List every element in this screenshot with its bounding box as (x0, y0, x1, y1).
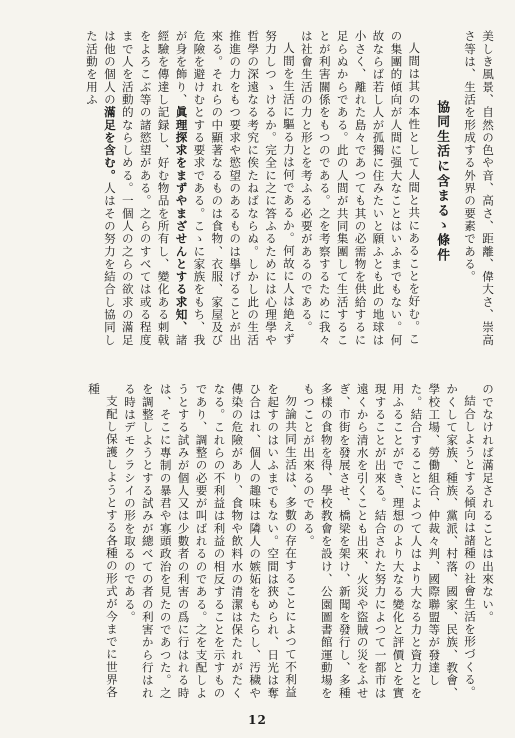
page-number: 12 (248, 713, 267, 727)
paragraph-life-forces (82, 30, 297, 355)
section-heading: 協同生活に含まるゝ條件 (434, 100, 450, 263)
paragraph-life-forces-a: 人間を生活に驅る力は何であるか。何故に人は絶えず努力しつゝけるか。完全に之に答ふるためには心理學や哲學の深遠なる考究に俟たねばならぬ。しかし此の生活推進の力をもつ要求や慾望のあるものは擧げることが出來る。それらの中顯著なるものは食物、衣服、家屋及び危險を避けむとする要求である。こゝに家族をもち、我が身を飾り、 (174, 30, 296, 347)
satisfaction-phrase: 滿足を含む。 (102, 105, 117, 182)
paragraph-control: 支配し保護しようとする各種の形式が今までに世界各種 (87, 383, 119, 699)
paragraph-life-forces-b: 諸經驗を傳達し記録し、好む物品を所有し、變化ある刺戟をよろこぶ等の諸慾望がある。之らのすべては或る程度まで人を活動的ならしめる。一個人の之らの欲求の滿足は他の個人の (102, 30, 189, 347)
truth-seeking-phrase: 眞理探求をまずやまざせんとする求知、 (174, 105, 189, 334)
upper-text-block (30, 30, 496, 355)
lower-text-block (30, 383, 496, 705)
paragraph-continuation: のでなければ滿足されることは出來ない。 (481, 383, 495, 624)
paragraph-human-nature: 人間は其の本性として人間と共にあることを好む。この集團的傾向が人間に强大なことはいふまでもない。何故ならば若し人が孤獨に住みたいと願ふとも此の地球は小さく、離れた島々であつても其の必需物を供給するに足らぬからである。此の人間が共同集團して生活することが利害關係をもつのである。之を考察するために我々は社會生活の力と形とを考ふる必要があるのである。 (299, 30, 422, 347)
paragraph-landscape: 美しき風景、自然の色や音、高さ、距離、偉大さ、崇高さ等は、生活を形成する外界の要素である。 (463, 30, 495, 347)
paragraph-life-forces-c: 人はその努力を結合し協同した活動を用ふ (84, 30, 117, 347)
paragraph-disadvantages: 勿論共同生活は、多數の存在することによつて不利益を起すのはいふまでもない。空間は狹められ、日光は奪ひ合はれ、個人の趣味は隣人の嫉妬をもたらし、汚穢や傳染の危險があり、食物や飲料水の清潔は保たれがたくなる。これらの不利益は利益の相反することを示すものであり、調整の必要が叫ばれるのである。之を支配しようとする試みが個人又は少數者の利害の爲に行はれる時は、そこに專制の暴君や寡頭政治を見たのであつた。之を調整しようとする試みが總べての者の利害から行はれる時はデモクラシイの形を取るのである。 (122, 383, 299, 700)
paragraph-social-forms: 結合しようとする傾向は諸種の社會生活を形づくる。かくして家族、種族、黨派、村落、國家、民族、教會、學校工場、勞働組合、仲裁々判、國際聯盟等が發達した。結合することによつて人はより大なる力と資力とを用ふることができ、理想のより大なる變化と評價とを實現することが出來る。結合された努力によつて一都市は遠くから清水を引くことも出來、火災や盜賊の災をふせぎ、市街を發展させ、橋梁を架け、新聞を發行し、多種多樣の食物を得、學校教會を設け、公園圖書館運動場をもつことが出來るのである。 (301, 383, 478, 700)
